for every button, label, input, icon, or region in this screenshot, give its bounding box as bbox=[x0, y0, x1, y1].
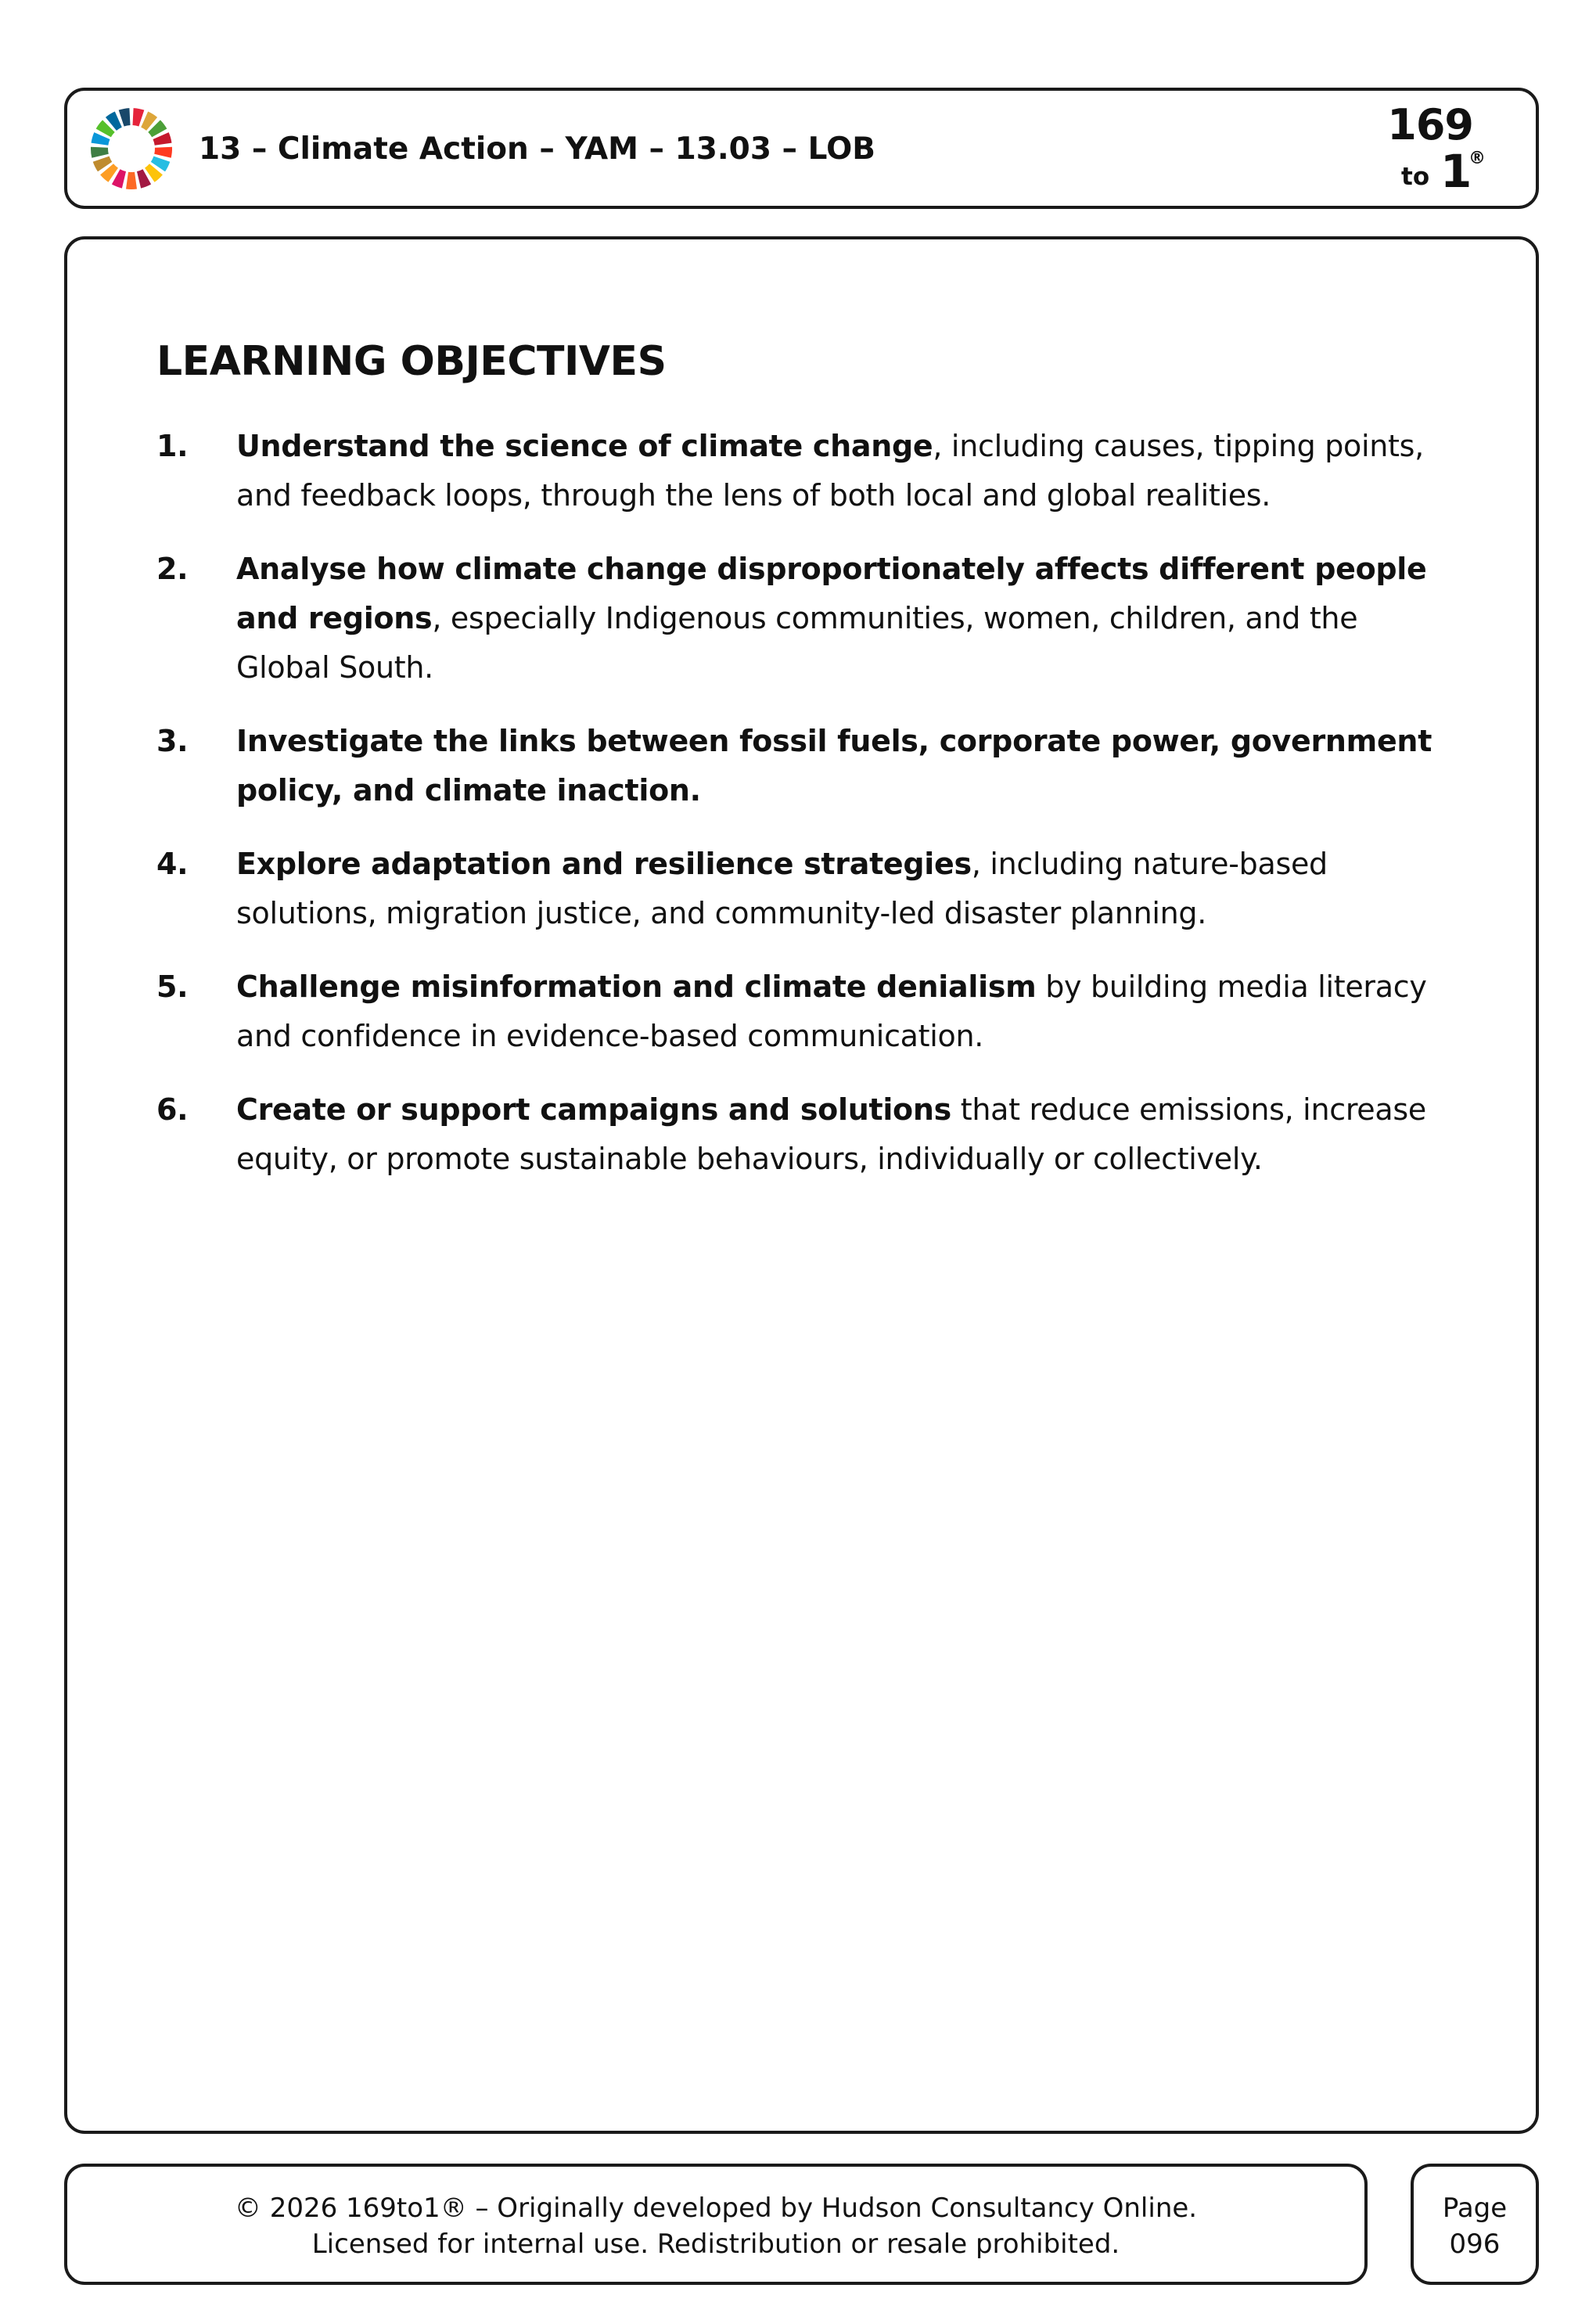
objective-number: 6. bbox=[156, 1092, 189, 1127]
objective-number: 5. bbox=[156, 970, 189, 1004]
section-title: LEARNING OBJECTIVES bbox=[156, 338, 667, 385]
objective-number: 3. bbox=[156, 724, 189, 758]
objective-heading: Understand the science of climate change bbox=[236, 429, 933, 463]
objective-heading: Create or support campaigns and solutions bbox=[236, 1092, 951, 1127]
objective-item bbox=[156, 840, 1440, 938]
page-indicator-text bbox=[1414, 2190, 1536, 2262]
brand-logo-to: to bbox=[1401, 163, 1430, 191]
document-title: 13 – Climate Action – YAM – 13.03 – LOB bbox=[199, 131, 875, 167]
objective-heading: Analyse how climate change disproportionately affects different people and regions bbox=[236, 552, 1427, 635]
copyright-text bbox=[67, 2190, 1364, 2262]
objective-detail: that reduce emissions, increase equity, or promote sustainable behaviours, individually or collectively. bbox=[236, 1092, 1426, 1176]
sdg-wheel-segment bbox=[132, 108, 144, 126]
objective-number: 4. bbox=[156, 847, 189, 881]
objective-detail: , including causes, tipping points, and feedback loops, through the lens of both local and global realities. bbox=[236, 429, 1424, 513]
objective-detail: by building media literacy and confidence in evidence-based communication. bbox=[236, 970, 1427, 1053]
brand-logo-number: 169 bbox=[1387, 100, 1473, 149]
objective-heading: Challenge misinformation and climate denialism bbox=[236, 970, 1037, 1004]
sdg-wheel-segment bbox=[91, 147, 109, 158]
brand-logo-one: 1 bbox=[1440, 145, 1472, 198]
sdg-wheel-logo bbox=[89, 106, 174, 191]
objective-item bbox=[156, 422, 1440, 520]
objective-number: 2. bbox=[156, 552, 189, 586]
sdg-wheel-segment bbox=[126, 172, 137, 189]
page-indicator bbox=[1411, 2164, 1539, 2285]
objective-heading: Investigate the links between fossil fuels, corporate power, government policy, and climate inaction. bbox=[236, 724, 1432, 808]
footer-copyright bbox=[64, 2164, 1368, 2285]
brand-logo-registered: ® bbox=[1468, 149, 1486, 168]
sdg-wheel-segment bbox=[154, 147, 172, 158]
sdg-wheel-segment bbox=[119, 108, 131, 126]
objective-item bbox=[156, 1085, 1440, 1184]
page-number: 096 bbox=[1449, 2229, 1501, 2260]
objective-item bbox=[156, 545, 1440, 693]
objective-heading: Explore adaptation and resilience strategies bbox=[236, 847, 972, 881]
page-label: Page bbox=[1442, 2193, 1508, 2224]
objectives-list bbox=[156, 422, 1440, 1208]
objective-item bbox=[156, 962, 1440, 1061]
license-line: Licensed for internal use. Redistribution or resale prohibited. bbox=[311, 2229, 1120, 2260]
objective-item bbox=[156, 717, 1440, 815]
objective-detail: , including nature-based solutions, migration justice, and community-led disaster planning. bbox=[236, 847, 1328, 930]
brand-logo bbox=[1373, 97, 1490, 199]
header-bar bbox=[64, 88, 1539, 209]
copyright-line: © 2026 169to1® – Originally developed by Hudson Consultancy Online. bbox=[234, 2193, 1198, 2224]
content-panel bbox=[64, 236, 1539, 2134]
objective-number: 1. bbox=[156, 429, 189, 463]
objective-detail: , especially Indigenous communities, women, children, and the Global South. bbox=[236, 601, 1358, 685]
